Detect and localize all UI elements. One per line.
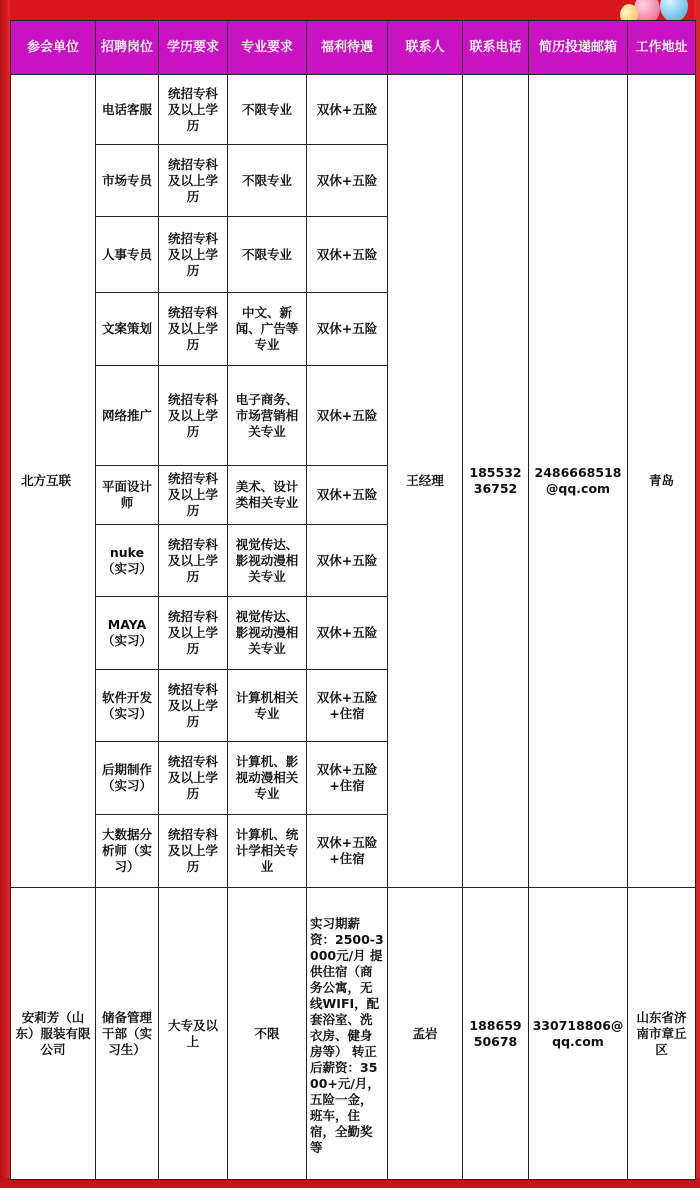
phone-cell: 18553236752 [463, 75, 529, 888]
welfare-cell: 双休+五险 [307, 145, 388, 217]
header-email: 简历投递邮箱 [529, 21, 628, 75]
welfare-cell: 双休+五险 [307, 217, 388, 293]
position-cell: 储备管理干部（实习生） [96, 888, 159, 1180]
header-address: 工作地址 [628, 21, 696, 75]
education-cell: 统招专科及以上学历 [159, 597, 228, 670]
contact-cell: 王经理 [388, 75, 463, 888]
education-cell: 统招专科及以上学历 [159, 145, 228, 217]
major-cell: 计算机相关专业 [228, 670, 307, 742]
education-cell: 统招专科及以上学历 [159, 670, 228, 742]
major-cell: 中文、新闻、广告等专业 [228, 293, 307, 366]
position-cell: 文案策划 [96, 293, 159, 366]
position-cell: 平面设计师 [96, 466, 159, 525]
education-cell: 统招专科及以上学历 [159, 217, 228, 293]
header-position: 招聘岗位 [96, 21, 159, 75]
major-cell: 计算机、统计学相关专业 [228, 815, 307, 888]
header-row [11, 21, 696, 75]
position-cell: nuke（实习） [96, 525, 159, 597]
major-cell: 不限专业 [228, 217, 307, 293]
education-cell: 统招专科及以上学历 [159, 525, 228, 597]
education-cell: 统招专科及以上学历 [159, 366, 228, 466]
major-cell: 电子商务、市场营销相关专业 [228, 366, 307, 466]
company-name-cell: 北方互联 [11, 75, 96, 888]
balloon-blue-icon [660, 0, 688, 22]
position-cell: 大数据分析师（实习） [96, 815, 159, 888]
email-cell: 2486668518@qq.com [529, 75, 628, 888]
welfare-cell: 双休+五险 [307, 366, 388, 466]
recruitment-table [10, 20, 696, 1180]
welfare-cell: 双休+五险+住宿 [307, 670, 388, 742]
header-welfare: 福利待遇 [307, 21, 388, 75]
header-contact: 联系人 [388, 21, 463, 75]
education-cell: 统招专科及以上学历 [159, 742, 228, 815]
header-phone: 联系电话 [463, 21, 529, 75]
table-row [11, 888, 696, 1180]
major-cell: 视觉传达、影视动漫相关专业 [228, 597, 307, 670]
position-cell: 市场专员 [96, 145, 159, 217]
company-name-cell: 安莉芳（山东）服装有限公司 [11, 888, 96, 1180]
phone-cell: 18865950678 [463, 888, 529, 1180]
position-cell: 人事专员 [96, 217, 159, 293]
education-cell: 大专及以上 [159, 888, 228, 1180]
header-major: 专业要求 [228, 21, 307, 75]
welfare-cell: 双休+五险 [307, 293, 388, 366]
major-cell: 不限专业 [228, 145, 307, 217]
welfare-cell: 双休+五险 [307, 466, 388, 525]
position-cell: 网络推广 [96, 366, 159, 466]
address-cell: 山东省济南市章丘区 [628, 888, 696, 1180]
position-cell: MAYA（实习） [96, 597, 159, 670]
email-cell: 330718806@qq.com [529, 888, 628, 1180]
header-company: 参会单位 [11, 21, 96, 75]
left-frame-border [0, 0, 10, 1188]
welfare-cell: 双休+五险+住宿 [307, 815, 388, 888]
major-cell: 视觉传达、影视动漫相关专业 [228, 525, 307, 597]
education-cell: 统招专科及以上学历 [159, 466, 228, 525]
welfare-cell: 实习期薪资：2500-3000元/月 提供住宿（商务公寓，无线WIFI，配套浴室、洗衣房、健身房等） 转正后薪资：3500+元/月，五险一金，班车，住宿，全勤奖等 [307, 888, 388, 1180]
welfare-cell: 双休+五险+住宿 [307, 742, 388, 815]
contact-cell: 孟岩 [388, 888, 463, 1180]
major-cell: 计算机、影视动漫相关专业 [228, 742, 307, 815]
welfare-cell: 双休+五险 [307, 75, 388, 145]
table-row [11, 75, 696, 145]
position-cell: 软件开发（实习） [96, 670, 159, 742]
position-cell: 后期制作（实习） [96, 742, 159, 815]
education-cell: 统招专科及以上学历 [159, 75, 228, 145]
welfare-cell: 双休+五险 [307, 525, 388, 597]
welfare-cell: 双休+五险 [307, 597, 388, 670]
address-cell: 青岛 [628, 75, 696, 888]
major-cell: 美术、设计类相关专业 [228, 466, 307, 525]
major-cell: 不限专业 [228, 75, 307, 145]
education-cell: 统招专科及以上学历 [159, 293, 228, 366]
major-cell: 不限 [228, 888, 307, 1180]
education-cell: 统招专科及以上学历 [159, 815, 228, 888]
position-cell: 电话客服 [96, 75, 159, 145]
header-education: 学历要求 [159, 21, 228, 75]
